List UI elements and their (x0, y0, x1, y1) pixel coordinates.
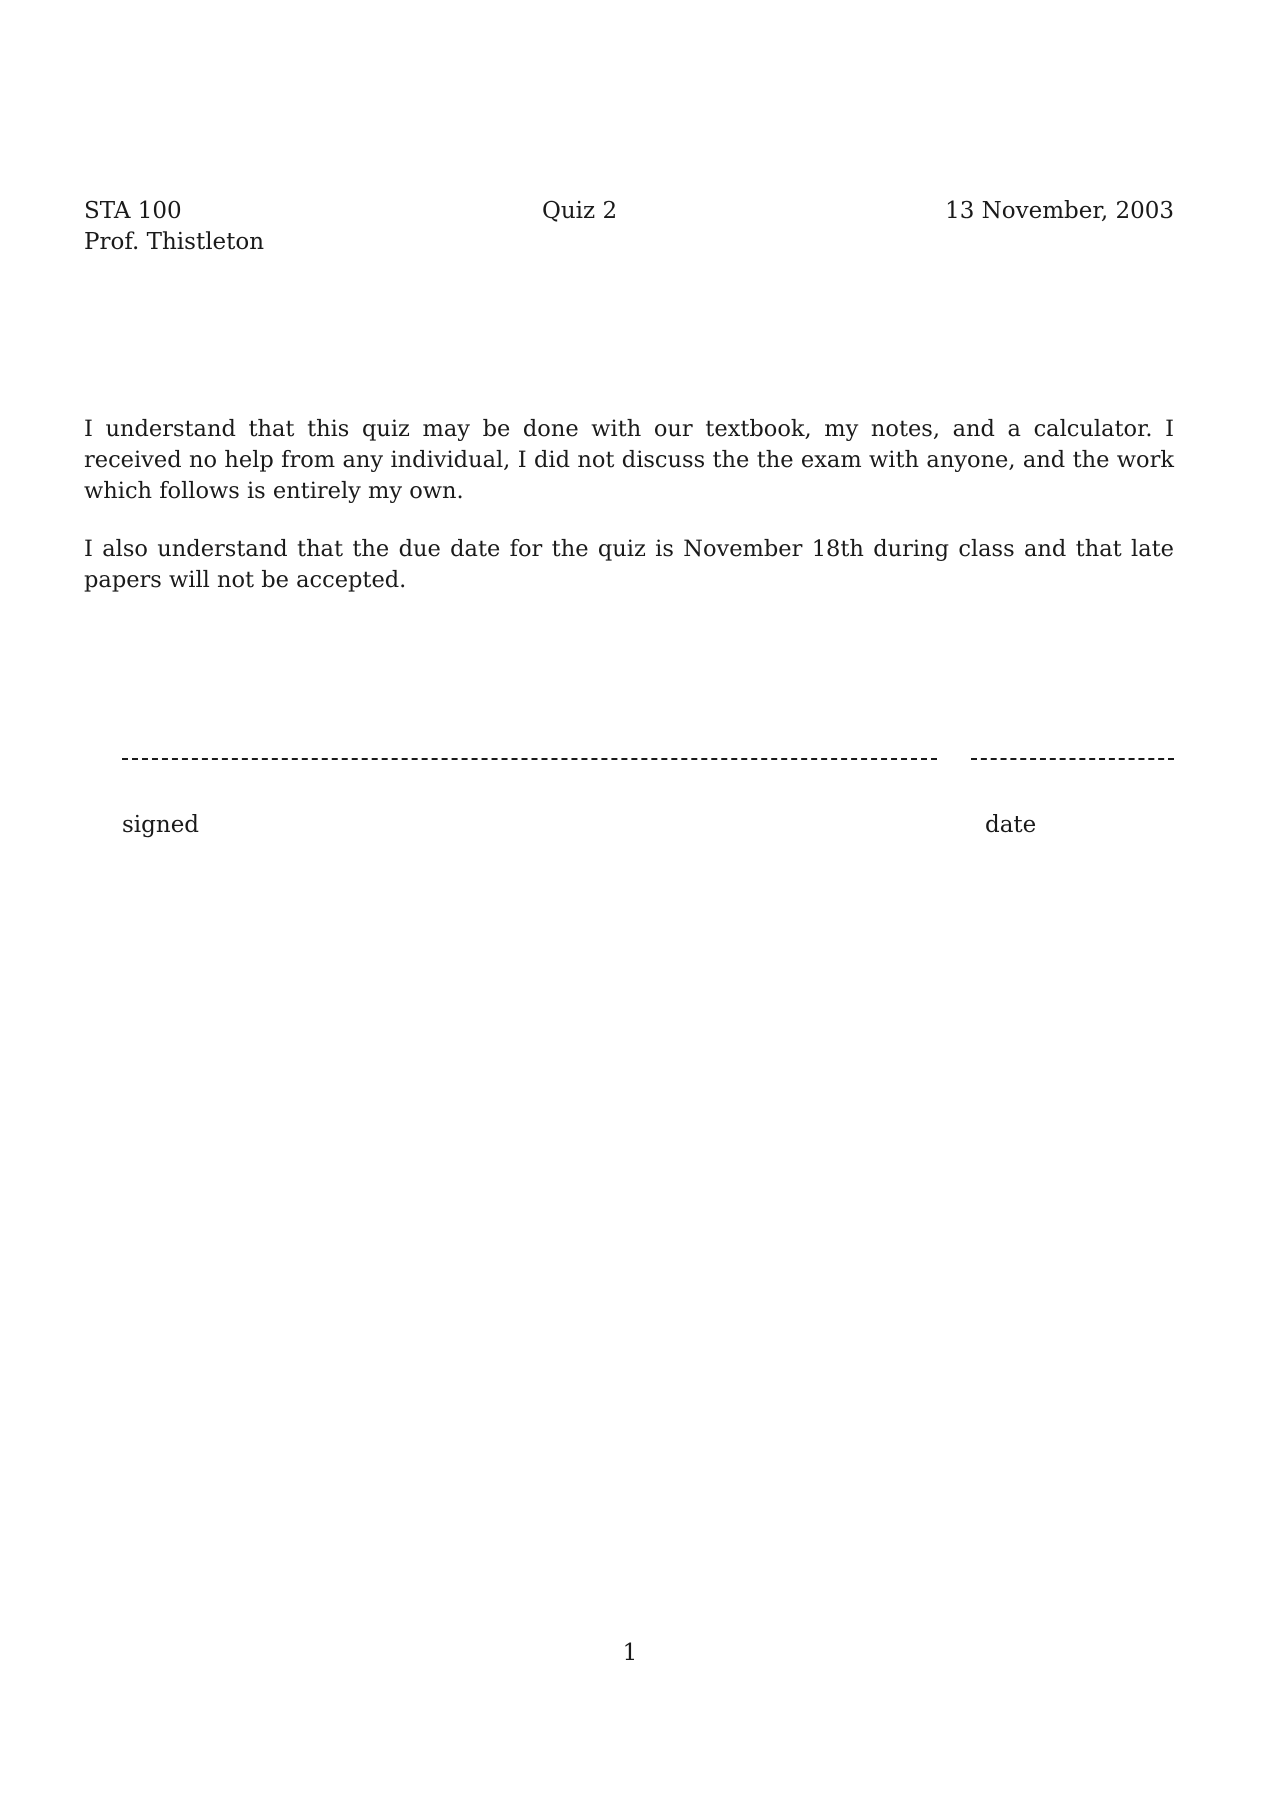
course-code: STA 100 (84, 198, 182, 224)
quiz-title: Quiz 2 (542, 198, 618, 224)
signature-line (122, 758, 937, 760)
date-line (971, 758, 1174, 760)
quiz-date: 13 November, 2003 (945, 198, 1174, 224)
header-left (84, 196, 264, 258)
instructor-name: Prof. Thistleton (84, 229, 265, 255)
due-date-statement: I also understand that the due date for the quiz is November 18th during class and that late papers will not be accepted. (84, 536, 1174, 593)
page-number: 1 (622, 1640, 638, 1666)
date-label: date (985, 812, 1037, 838)
honor-statement: I understand that this quiz may be done with our textbook, my notes, and a calculator. I received no help from any individual, I did not discuss the the exam with anyone, and the work which follows is entirely my own. (84, 416, 1174, 504)
signed-label: signed (122, 812, 200, 838)
